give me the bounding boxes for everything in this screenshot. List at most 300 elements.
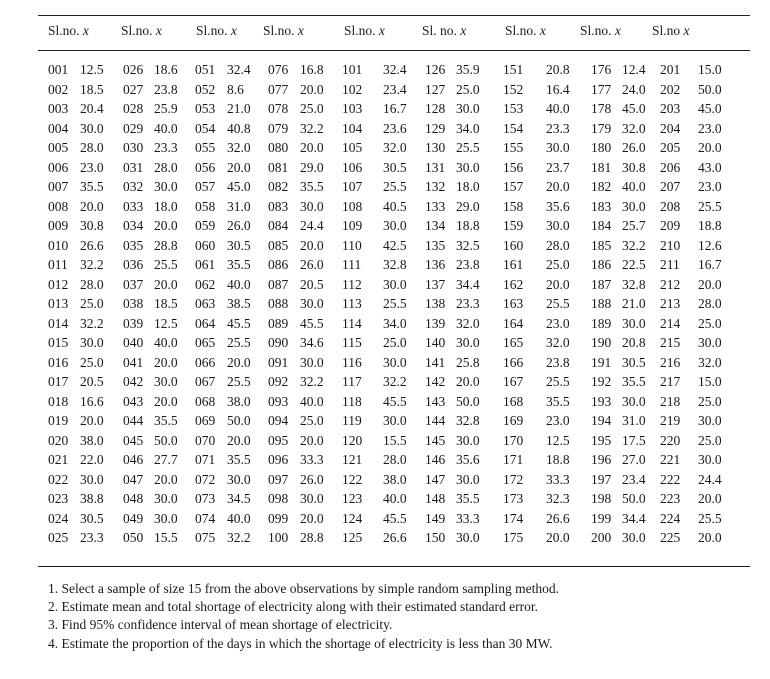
shortage-value-cell: 24.0 [622,81,646,97]
serial-number-cell: 022 [48,471,69,487]
column-header-variable: x [230,23,237,38]
shortage-value-cell: 32.2 [622,237,646,253]
shortage-value-cell: 25.8 [456,354,480,370]
serial-number-cell: 052 [195,81,216,97]
serial-number-cell: 152 [503,81,524,97]
question-item: 4. Estimate the proportion of the days in which the shortage of electricity is less than 30 MW. [48,635,553,651]
column-header-label: Sl.no. [121,23,153,38]
serial-number-cell: 061 [195,257,216,272]
shortage-value-cell: 30.0 [154,179,178,194]
serial-number-cell: 203 [660,101,681,116]
shortage-value-cell: 30.0 [622,315,646,331]
shortage-value-cell: 25.5 [698,198,722,214]
column-header-variable: x [539,23,546,38]
serial-number-cell: 113 [342,296,362,311]
serial-number-cell: 141 [425,354,446,370]
shortage-value-cell: 40.0 [154,120,178,136]
table-top-rule [38,15,750,16]
shortage-value-cell: 16.4 [546,81,570,97]
serial-number-cell: 215 [660,335,681,350]
serial-number-cell: 218 [660,393,681,409]
serial-number-cell: 089 [268,315,289,331]
table-row [0,296,770,316]
shortage-value-cell: 32.2 [80,257,104,272]
shortage-value-cell: 25.7 [622,218,646,233]
shortage-value-cell: 50.0 [456,393,480,409]
column-header-variable: x [683,23,690,38]
shortage-value-cell: 30.8 [80,218,104,233]
serial-number-cell: 177 [591,81,612,97]
shortage-value-cell: 30.5 [80,510,104,526]
shortage-value-cell: 25.5 [227,335,251,350]
shortage-value-cell: 30.0 [622,393,646,409]
shortage-value-cell: 32.4 [227,62,251,77]
shortage-value-cell: 32.5 [456,237,480,253]
shortage-value-cell: 32.0 [383,140,407,155]
serial-number-cell: 183 [591,198,612,214]
table-row [0,82,770,102]
shortage-value-cell: 45.5 [383,510,407,526]
shortage-value-cell: 43.0 [698,159,722,175]
column-header-label: Sl.no. [196,23,228,38]
shortage-value-cell: 30.0 [456,471,480,487]
serial-number-cell: 032 [123,179,144,194]
shortage-value-cell: 26.0 [300,257,324,272]
shortage-value-cell: 45.5 [383,393,407,409]
shortage-value-cell: 20.0 [546,179,570,194]
shortage-value-cell: 35.6 [456,452,480,467]
serial-number-cell: 051 [195,62,216,77]
shortage-value-cell: 28.0 [154,159,178,175]
serial-number-cell: 220 [660,432,681,448]
shortage-value-cell: 31.0 [622,413,646,428]
shortage-value-cell: 25.5 [227,374,251,389]
shortage-value-cell: 28.0 [546,237,570,253]
serial-number-cell: 182 [591,179,612,194]
table-row [0,62,770,82]
table-row [0,316,770,336]
shortage-value-cell: 15.5 [154,530,178,545]
serial-number-cell: 029 [123,120,144,136]
serial-number-cell: 034 [123,218,144,233]
shortage-value-cell: 25.0 [546,257,570,272]
shortage-value-cell: 28.0 [383,452,407,467]
serial-number-cell: 060 [195,237,216,253]
serial-number-cell: 204 [660,120,681,136]
serial-number-cell: 079 [268,120,289,136]
shortage-value-cell: 38.8 [80,491,104,506]
serial-number-cell: 103 [342,101,363,116]
shortage-value-cell: 30.0 [546,218,570,233]
serial-number-cell: 200 [591,530,612,545]
column-header [121,23,162,39]
shortage-value-cell: 25.5 [546,374,570,389]
shortage-value-cell: 32.0 [456,315,480,331]
shortage-value-cell: 42.5 [383,237,407,253]
shortage-value-cell: 30.0 [154,374,178,389]
shortage-value-cell: 20.8 [546,62,570,77]
shortage-value-cell: 21.0 [622,296,646,311]
question-item: 3. Find 95% confidence interval of mean shortage of electricity. [48,617,393,633]
serial-number-cell: 157 [503,179,524,194]
shortage-value-cell: 34.4 [622,510,646,526]
shortage-value-cell: 30.0 [456,432,480,448]
serial-number-cell: 118 [342,393,362,409]
shortage-value-cell: 22.5 [622,257,646,272]
serial-number-cell: 134 [425,218,446,233]
serial-number-cell: 132 [425,179,446,194]
serial-number-cell: 198 [591,491,612,506]
serial-number-cell: 080 [268,140,289,155]
shortage-value-cell: 28.8 [154,237,178,253]
serial-number-cell: 199 [591,510,612,526]
serial-number-cell: 217 [660,374,681,389]
shortage-value-cell: 20.0 [456,374,480,389]
shortage-value-cell: 12.6 [698,237,722,253]
shortage-value-cell: 23.8 [546,354,570,370]
shortage-value-cell: 25.5 [456,140,480,155]
serial-number-cell: 091 [268,354,289,370]
shortage-value-cell: 23.8 [456,257,480,272]
shortage-value-cell: 35.5 [622,374,646,389]
shortage-value-cell: 23.0 [546,413,570,428]
serial-number-cell: 144 [425,413,446,428]
serial-number-cell: 170 [503,432,524,448]
serial-number-cell: 159 [503,218,524,233]
shortage-value-cell: 25.0 [698,393,722,409]
shortage-value-cell: 20.0 [154,354,178,370]
serial-number-cell: 028 [123,101,144,116]
serial-number-cell: 142 [425,374,446,389]
table-header-row [0,23,770,41]
shortage-value-cell: 25.5 [383,179,407,194]
serial-number-cell: 065 [195,335,216,350]
serial-number-cell: 006 [48,159,69,175]
shortage-value-cell: 18.8 [456,218,480,233]
serial-number-cell: 175 [503,530,524,545]
column-header-variable: x [297,23,304,38]
shortage-value-cell: 12.5 [154,315,178,331]
shortage-value-cell: 30.0 [622,198,646,214]
shortage-value-cell: 30.0 [383,413,407,428]
serial-number-cell: 055 [195,140,216,155]
serial-number-cell: 138 [425,296,446,311]
serial-number-cell: 119 [342,413,362,428]
shortage-value-cell: 30.0 [227,471,251,487]
shortage-value-cell: 50.0 [227,413,251,428]
shortage-value-cell: 40.0 [546,101,570,116]
shortage-value-cell: 34.4 [456,276,480,292]
serial-number-cell: 066 [195,354,216,370]
serial-number-cell: 067 [195,374,216,389]
shortage-value-cell: 30.0 [300,491,324,506]
shortage-value-cell: 23.4 [383,81,407,97]
serial-number-cell: 050 [123,530,144,545]
shortage-value-cell: 20.0 [300,510,324,526]
shortage-value-cell: 25.0 [456,81,480,97]
question-list [48,580,559,653]
serial-number-cell: 077 [268,81,289,97]
shortage-value-cell: 20.0 [698,530,722,545]
serial-number-cell: 083 [268,198,289,214]
shortage-value-cell: 15.0 [698,62,722,77]
shortage-value-cell: 20.0 [227,159,251,175]
shortage-value-cell: 24.4 [300,218,324,233]
serial-number-cell: 178 [591,101,612,116]
serial-number-cell: 104 [342,120,363,136]
serial-number-cell: 087 [268,276,289,292]
serial-number-cell: 201 [660,62,681,77]
table-row [0,433,770,453]
serial-number-cell: 168 [503,393,524,409]
table-row [0,472,770,492]
serial-number-cell: 017 [48,374,69,389]
shortage-value-cell: 20.4 [80,101,104,116]
shortage-value-cell: 20.0 [154,218,178,233]
question-item: 2. Estimate mean and total shortage of electricity along with their estimated standard error. [48,599,538,615]
serial-number-cell: 071 [195,452,216,467]
shortage-value-cell: 20.0 [300,81,324,97]
serial-number-cell: 216 [660,354,681,370]
shortage-value-cell: 32.4 [383,62,407,77]
shortage-value-cell: 25.5 [383,296,407,311]
shortage-value-cell: 35.9 [456,62,480,77]
serial-number-cell: 196 [591,452,612,467]
shortage-value-cell: 38.0 [227,393,251,409]
serial-number-cell: 024 [48,510,69,526]
shortage-value-cell: 40.8 [227,120,251,136]
serial-number-cell: 163 [503,296,524,311]
shortage-value-cell: 27.0 [622,452,646,467]
serial-number-cell: 018 [48,393,69,409]
serial-number-cell: 063 [195,296,216,311]
column-header [652,23,690,39]
serial-number-cell: 059 [195,218,216,233]
serial-number-cell: 121 [342,452,363,467]
shortage-value-cell: 25.0 [80,296,104,311]
shortage-value-cell: 23.7 [546,159,570,175]
column-header-label: Sl. no. [422,23,457,38]
shortage-value-cell: 25.5 [698,510,722,526]
shortage-value-cell: 15.5 [383,432,407,448]
shortage-value-cell: 30.0 [698,335,722,350]
serial-number-cell: 143 [425,393,446,409]
shortage-value-cell: 20.0 [80,198,104,214]
shortage-value-cell: 25.9 [154,101,178,116]
shortage-value-cell: 30.0 [622,530,646,545]
table-row [0,140,770,160]
serial-number-cell: 195 [591,432,612,448]
shortage-value-cell: 20.0 [80,413,104,428]
serial-number-cell: 070 [195,432,216,448]
serial-number-cell: 009 [48,218,69,233]
serial-number-cell: 197 [591,471,612,487]
serial-number-cell: 223 [660,491,681,506]
table-header-rule [38,50,750,51]
serial-number-cell: 097 [268,471,289,487]
shortage-value-cell: 23.0 [698,179,722,194]
serial-number-cell: 072 [195,471,216,487]
shortage-value-cell: 40.0 [154,335,178,350]
serial-number-cell: 081 [268,159,289,175]
table-row [0,277,770,297]
shortage-value-cell: 26.6 [383,530,407,545]
serial-number-cell: 105 [342,140,363,155]
shortage-value-cell: 28.0 [80,140,104,155]
shortage-value-cell: 23.0 [698,120,722,136]
serial-number-cell: 127 [425,81,446,97]
serial-number-cell: 053 [195,101,216,116]
column-header-variable: x [82,23,89,38]
serial-number-cell: 019 [48,413,69,428]
serial-number-cell: 064 [195,315,216,331]
serial-number-cell: 069 [195,413,216,428]
serial-number-cell: 027 [123,81,144,97]
shortage-value-cell: 23.4 [622,471,646,487]
serial-number-cell: 166 [503,354,524,370]
shortage-value-cell: 33.3 [456,510,480,526]
serial-number-cell: 123 [342,491,363,506]
shortage-value-cell: 29.0 [300,159,324,175]
serial-number-cell: 002 [48,81,69,97]
serial-number-cell: 057 [195,179,216,194]
column-header [263,23,304,39]
shortage-value-cell: 30.0 [546,140,570,155]
table-row [0,238,770,258]
serial-number-cell: 007 [48,179,69,194]
serial-number-cell: 165 [503,335,524,350]
serial-number-cell: 221 [660,452,681,467]
shortage-value-cell: 40.0 [227,510,251,526]
shortage-value-cell: 45.0 [227,179,251,194]
serial-number-cell: 212 [660,276,681,292]
serial-number-cell: 219 [660,413,681,428]
column-header [580,23,621,39]
shortage-value-cell: 32.2 [80,315,104,331]
serial-number-cell: 136 [425,257,446,272]
serial-number-cell: 186 [591,257,612,272]
shortage-value-cell: 34.0 [456,120,480,136]
serial-number-cell: 084 [268,218,289,233]
shortage-value-cell: 38.0 [80,432,104,448]
shortage-value-cell: 45.0 [622,101,646,116]
serial-number-cell: 030 [123,140,144,155]
shortage-value-cell: 32.8 [456,413,480,428]
serial-number-cell: 137 [425,276,446,292]
table-row [0,413,770,433]
shortage-value-cell: 23.0 [80,159,104,175]
shortage-value-cell: 50.0 [698,81,722,97]
serial-number-cell: 125 [342,530,363,545]
serial-number-cell: 160 [503,237,524,253]
serial-number-cell: 149 [425,510,446,526]
table-row [0,160,770,180]
shortage-value-cell: 50.0 [622,491,646,506]
serial-number-cell: 129 [425,120,446,136]
serial-number-cell: 213 [660,296,681,311]
shortage-value-cell: 30.0 [300,198,324,214]
shortage-value-cell: 27.7 [154,452,178,467]
serial-number-cell: 068 [195,393,216,409]
serial-number-cell: 122 [342,471,363,487]
serial-number-cell: 094 [268,413,289,428]
shortage-value-cell: 32.0 [227,140,251,155]
serial-number-cell: 075 [195,530,216,545]
serial-number-cell: 162 [503,276,524,292]
shortage-value-cell: 23.8 [154,81,178,97]
serial-number-cell: 173 [503,491,524,506]
column-header-label: Sl.no. [580,23,612,38]
shortage-value-cell: 18.5 [80,81,104,97]
shortage-value-cell: 28.0 [80,276,104,292]
serial-number-cell: 211 [660,257,680,272]
shortage-value-cell: 32.2 [300,120,324,136]
column-header-variable: x [614,23,621,38]
shortage-value-cell: 31.0 [227,198,251,214]
serial-number-cell: 021 [48,452,69,467]
table-row [0,374,770,394]
serial-number-cell: 169 [503,413,524,428]
serial-number-cell: 167 [503,374,524,389]
shortage-value-cell: 25.0 [80,354,104,370]
serial-number-cell: 161 [503,257,524,272]
shortage-value-cell: 30.0 [383,354,407,370]
table-row [0,530,770,550]
shortage-value-cell: 32.2 [300,374,324,389]
shortage-value-cell: 20.0 [546,530,570,545]
serial-number-cell: 164 [503,315,524,331]
serial-number-cell: 146 [425,452,446,467]
serial-number-cell: 090 [268,335,289,350]
shortage-value-cell: 16.7 [383,101,407,116]
serial-number-cell: 139 [425,315,446,331]
shortage-value-cell: 32.8 [383,257,407,272]
shortage-value-cell: 35.5 [154,413,178,428]
serial-number-cell: 206 [660,159,681,175]
serial-number-cell: 062 [195,276,216,292]
shortage-value-cell: 30.0 [456,159,480,175]
table-row [0,394,770,414]
serial-number-cell: 210 [660,237,681,253]
shortage-value-cell: 23.3 [456,296,480,311]
serial-number-cell: 082 [268,179,289,194]
shortage-value-cell: 30.0 [456,101,480,116]
serial-number-cell: 023 [48,491,69,506]
shortage-value-cell: 35.5 [300,179,324,194]
shortage-value-cell: 23.0 [546,315,570,331]
shortage-value-cell: 18.5 [154,296,178,311]
serial-number-cell: 031 [123,159,144,175]
shortage-value-cell: 32.0 [546,335,570,350]
serial-number-cell: 015 [48,335,69,350]
shortage-value-cell: 35.5 [546,393,570,409]
shortage-value-cell: 15.0 [698,374,722,389]
shortage-value-cell: 38.0 [383,471,407,487]
shortage-value-cell: 32.0 [622,120,646,136]
shortage-value-cell: 30.0 [80,120,104,136]
serial-number-cell: 058 [195,198,216,214]
column-header [505,23,546,39]
shortage-value-cell: 32.2 [227,530,251,545]
serial-number-cell: 047 [123,471,144,487]
table-row [0,199,770,219]
serial-number-cell: 107 [342,179,363,194]
shortage-value-cell: 20.0 [698,140,722,155]
serial-number-cell: 187 [591,276,612,292]
serial-number-cell: 145 [425,432,446,448]
serial-number-cell: 115 [342,335,362,350]
column-header [48,23,89,39]
